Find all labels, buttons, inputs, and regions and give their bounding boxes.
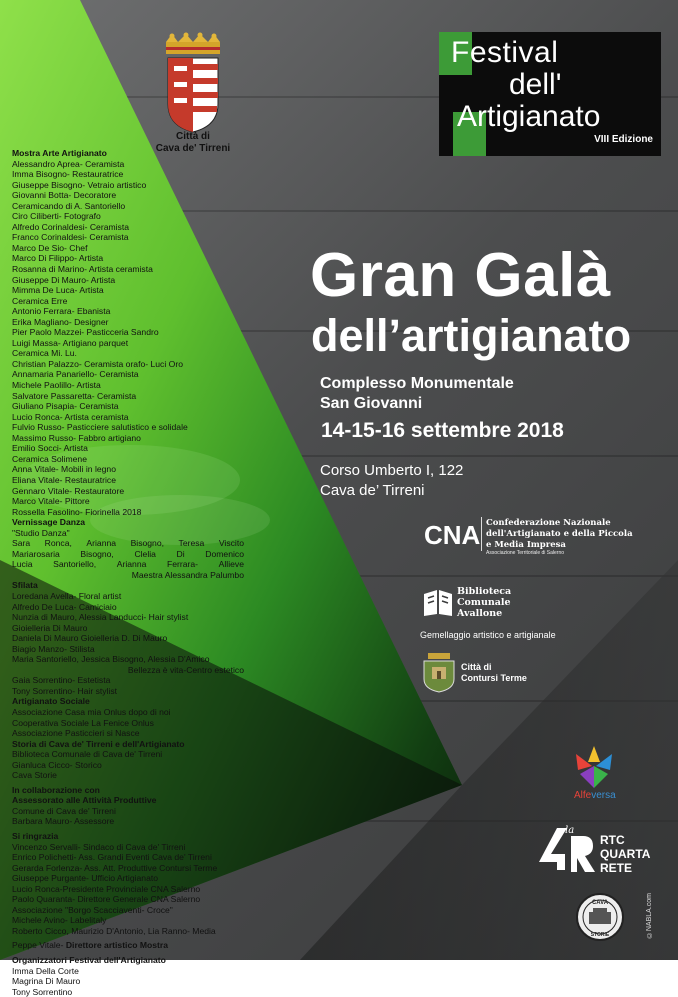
address-line2: Cava de’ Tirreni bbox=[320, 482, 425, 499]
credits-line: Erika Magliano- Designer bbox=[12, 316, 109, 327]
credits-line: Rossella Fasolino- Fiorinella 2018 bbox=[12, 506, 142, 517]
credits-heading: Vernissage Danza bbox=[12, 517, 86, 528]
credits-line: Imma Della Corte bbox=[12, 965, 79, 976]
cna-name-line1: Confederazione Nazionale bbox=[486, 518, 611, 528]
credits-word: Arianna bbox=[116, 559, 147, 570]
credits-line: Enrico Polichetti- Ass. Grandi Eventi Cava de' Tirreni bbox=[12, 852, 212, 863]
alfeversa-logo-icon bbox=[570, 744, 618, 790]
credits-line: Ceramica Erre bbox=[12, 295, 68, 306]
credits-line bbox=[12, 549, 244, 560]
svg-text:STORIE: STORIE bbox=[590, 932, 610, 938]
credits-line-bold: Direttore artistico Mostra bbox=[65, 940, 169, 951]
credits-line: Eliana Vitale- Restauratrice bbox=[12, 474, 116, 485]
nabla-credit: ©NABLA.com bbox=[646, 893, 653, 939]
credits-line: Ceramica Mi. Lu. bbox=[12, 348, 77, 359]
credits-word: Mariarosaria bbox=[12, 548, 60, 559]
credits-line: Nunzia di Mauro, Alessia Landucci- Hair stylist bbox=[12, 612, 189, 623]
credits-line: Barbara Mauro- Assessore bbox=[12, 816, 115, 827]
credits-line: Alessandro Aprea- Ceramista bbox=[12, 158, 125, 169]
cava-storie-seal bbox=[575, 892, 625, 942]
credits-line: Ceramica Solimene bbox=[12, 453, 87, 464]
address-line1: Corso Umberto I, 122 bbox=[320, 462, 464, 479]
credits-line: Emilio Socci- Artista bbox=[12, 443, 88, 454]
credits-line: Massimo Russo- Fabbro artigiano bbox=[12, 432, 141, 443]
rtc-logo-icon bbox=[537, 822, 597, 878]
credits-line: Alfredo De Luca- Camiciaio bbox=[12, 601, 117, 612]
credits-line: Tony Sorrentino- Hair stylist bbox=[12, 685, 118, 696]
credits-line: Associazione "Borgo Scacciaventi- Croce" bbox=[12, 904, 173, 915]
cna-name-line2: dell'Artigianato e della Piccola bbox=[486, 529, 633, 539]
festival-logo-line3: Artigianato bbox=[457, 100, 601, 133]
crest-city-name: Città di Cava de' Tirreni bbox=[155, 131, 231, 154]
credits-line-text: Peppe Vitale- bbox=[12, 940, 66, 951]
credits-line bbox=[12, 940, 244, 951]
gemellaggio-text: Gemellaggio artistico e artigianale bbox=[420, 630, 556, 640]
credits-line: Marco Di Filippo- Artista bbox=[12, 253, 104, 264]
credits-line: Associazione Pasticcieri si Nasce bbox=[12, 728, 140, 739]
credits-line: Ceramicando di A. Santoriello bbox=[12, 200, 126, 211]
credits-heading: Si ringrazia bbox=[12, 831, 59, 841]
credits-word: Bisogno, bbox=[130, 538, 165, 549]
festival-edition: VIII Edizione bbox=[594, 134, 653, 145]
credits-line: Giuliano Pisapia- Ceramista bbox=[12, 401, 119, 412]
credits-line: Michele Paolillo- Artista bbox=[12, 380, 101, 391]
credits-line: "Studio Danza" bbox=[12, 527, 70, 538]
credits-line: Gaia Sorrentino- Estetista bbox=[12, 675, 111, 686]
credits-line: Rosanna di Marino- Artista ceramista bbox=[12, 264, 153, 275]
credits-word: Clelia bbox=[134, 548, 156, 559]
credits-word: Allieve bbox=[218, 559, 244, 570]
alfeversa-text: Alfeversa bbox=[574, 790, 616, 801]
credits-line: Giuseppe Di Mauro- Artista bbox=[12, 274, 116, 285]
credits-list bbox=[12, 148, 244, 997]
credits-heading: Sfilata bbox=[12, 580, 38, 591]
credits-line: Giuseppe Bisogno- Vetraio artistico bbox=[12, 179, 147, 190]
credits-line: Mimma De Luca- Artista bbox=[12, 285, 104, 296]
credits-line: Biagio Manzo- Stilista bbox=[12, 643, 95, 654]
svg-text:CAVA: CAVA bbox=[591, 900, 609, 906]
credits-line: Roberto Cicco, Maurizio D'Antonio, Lia Ranno- Media bbox=[12, 925, 216, 936]
credits-line: Marco Vitale- Pittore bbox=[12, 496, 90, 507]
cna-acronym: CNA bbox=[424, 520, 481, 550]
credits-line: Luigi Massa- Artigiano parquet bbox=[12, 337, 129, 348]
credits-line: Anna Vitale- Mobili in legno bbox=[12, 464, 116, 475]
credits-line: Loredana Avella- Floral artist bbox=[12, 590, 122, 601]
credits-line: Gerarda Forlenza- Ass. Att. Produttive Contursi Terme bbox=[12, 862, 218, 873]
credits-word: Arianna bbox=[86, 538, 117, 549]
credits-line: Pier Paolo Mazzei- Pasticceria Sandro bbox=[12, 327, 159, 338]
credits-line: Magrina Di Mauro bbox=[12, 976, 81, 987]
credits-heading: Storia di Cava de' Tirreni e dell'Artigianato bbox=[12, 738, 185, 749]
festival-logo bbox=[439, 32, 661, 156]
credits-line: Cava Storie bbox=[12, 770, 57, 781]
cna-name-line3: e Media Impresa bbox=[486, 540, 566, 550]
credits-line: Maestra Alessandra Palumbo bbox=[131, 569, 244, 580]
main-title-line1: Gran Galà bbox=[310, 241, 611, 310]
credits-word: Viscito bbox=[218, 538, 244, 549]
contursi-crest-icon bbox=[420, 651, 458, 693]
credits-word: Ferrara- bbox=[167, 559, 199, 570]
cna-subtitle: Associazione Territoriale di Salerno bbox=[486, 550, 565, 556]
credits-line: Giovanni Botta- Decoratore bbox=[12, 190, 117, 201]
credits-line: Marco De Sio- Chef bbox=[12, 242, 88, 253]
credits-line: Vincenzo Servalli- Sindaco di Cava de' Tirreni bbox=[12, 841, 186, 852]
credits-line: Ciro Ciliberti- Fotografo bbox=[12, 211, 101, 222]
event-dates: 14-15-16 settembre 2018 bbox=[321, 419, 564, 442]
festival-logo-line2: dell' bbox=[509, 68, 562, 101]
credits-line: Gennaro Vitale- Restauratore bbox=[12, 485, 125, 496]
credits-word: Lucia bbox=[12, 559, 33, 570]
credits-line bbox=[12, 559, 244, 570]
credits-line: Salvatore Passaretta- Ceramista bbox=[12, 390, 137, 401]
credits-word: Santoriello, bbox=[53, 559, 97, 570]
credits-line: Bellezza è vita-Centro estetico bbox=[127, 664, 244, 675]
credits-line: Michele Avino- Labelitaly bbox=[12, 915, 107, 926]
credits-word: Ronca, bbox=[44, 538, 72, 549]
credits-line: Biblioteca Comunale di Cava de' Tirreni bbox=[12, 749, 163, 760]
credits-line: Imma Bisogno- Restauratrice bbox=[12, 169, 124, 180]
biblioteca-name: Biblioteca Comunale Avallone bbox=[457, 586, 512, 619]
credits-line: Antonio Ferrara- Ebanista bbox=[12, 306, 111, 317]
credits-word: Domenico bbox=[205, 548, 244, 559]
credits-heading: In collaborazione con bbox=[12, 784, 100, 795]
credits-word: Di bbox=[176, 548, 185, 559]
book-icon bbox=[422, 586, 454, 618]
main-title-line2: dell’artigianato bbox=[311, 310, 632, 361]
venue-line2: San Giovanni bbox=[320, 395, 423, 412]
credits-line: Gioielleria Di Mauro bbox=[12, 622, 88, 633]
svg-text:la: la bbox=[565, 825, 575, 836]
credits-line: Christian Palazzo- Ceramista orafo- Luci Oro bbox=[12, 358, 183, 369]
rtc-name: RTC QUARTA RETE bbox=[600, 833, 651, 875]
crest-logo bbox=[160, 34, 226, 134]
credits-line: Lucio Ronca- Artista ceramista bbox=[12, 411, 129, 422]
credits-heading: Organizzatori Festival dell'Artigianato bbox=[12, 955, 166, 966]
venue-line1: Complesso Monumentale bbox=[320, 375, 514, 392]
credits-line: Associazione Casa mia Onlus dopo di noi bbox=[12, 706, 171, 717]
credits-heading: Assessorato alle Attività Produttive bbox=[12, 795, 157, 806]
credits-line: Alfredo Corinaldesi- Ceramista bbox=[12, 221, 130, 232]
credits-line: Fulvio Russo- Pasticciere salutistico e solidale bbox=[12, 422, 188, 433]
credits-line: Maria Santoriello, Jessica Bisogno, Alessia D'Amico bbox=[12, 654, 210, 665]
credits-line: Daniela Di Mauro Gioielleria D. Di Mauro bbox=[12, 633, 168, 644]
credits-line bbox=[12, 538, 244, 549]
credits-line: Gianluca Cicco- Storico bbox=[12, 759, 102, 770]
credits-line: Annamaria Panariello- Ceramista bbox=[12, 369, 139, 380]
credits-word: Teresa bbox=[178, 538, 205, 549]
credits-line: Comune di Cava de' Tirreni bbox=[12, 805, 116, 816]
cna-divider bbox=[481, 517, 482, 551]
credits-heading: Mostra Arte Artigianato bbox=[12, 148, 107, 158]
credits-line: Lucio Ronca-Presidente Provinciale CNA Salerno bbox=[12, 883, 201, 894]
credits-line: Tony Sorrentino bbox=[12, 986, 73, 997]
credits-line: Giuseppe Purgante- Ufficio Artigianato bbox=[12, 873, 159, 884]
festival-logo-line1: Festival bbox=[451, 36, 559, 69]
credits-word: Sara bbox=[12, 538, 31, 549]
credits-line: Paolo Quaranta- Direttore Generale CNA Salerno bbox=[12, 894, 201, 905]
credits-word: Bisogno, bbox=[80, 548, 114, 559]
credits-line: Cooperativa Sociale La Fenice Onlus bbox=[12, 717, 154, 728]
credits-heading: Artigianato Sociale bbox=[12, 696, 90, 707]
contursi-name: Città di Contursi Terme bbox=[461, 662, 527, 683]
credits-line: Franco Corinaldesi- Ceramista bbox=[12, 232, 129, 243]
